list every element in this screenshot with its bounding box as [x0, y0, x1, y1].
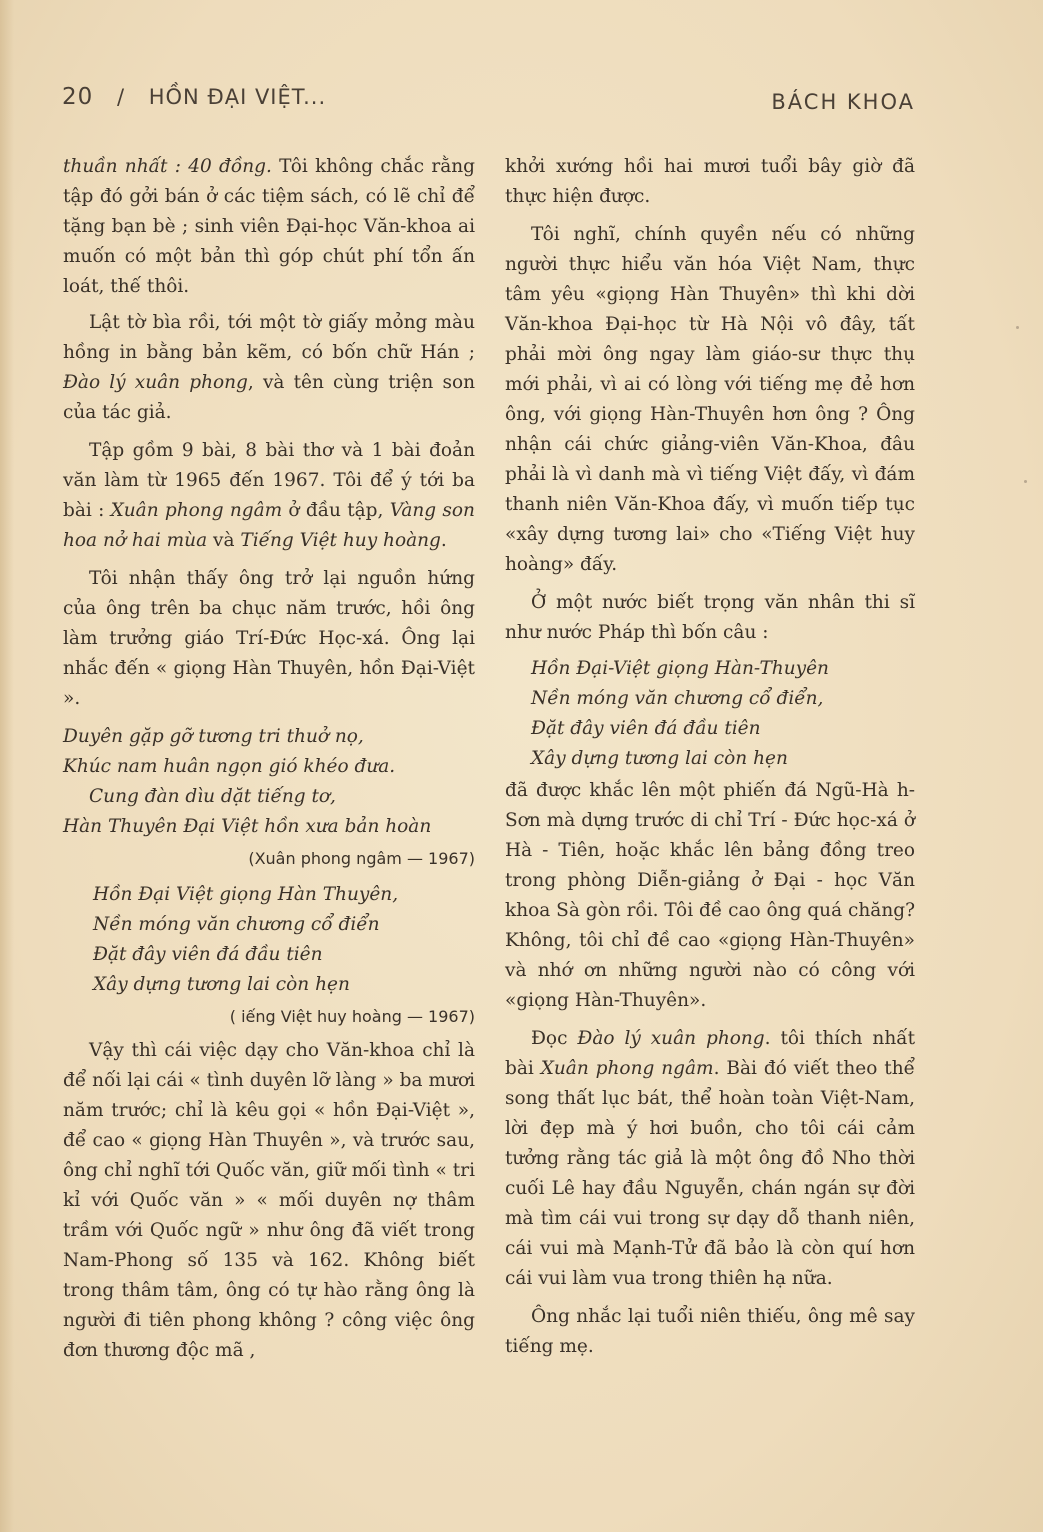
text: Đọc — [531, 1028, 578, 1049]
text: Lật tờ bìa rồi, tới một tờ giấy mỏng màu hồng in bằng bản kẽm, có bốn chữ Hán ; — [63, 312, 475, 363]
paragraph: Tôi nhận thấy ông trở lại nguồn hứng của ông trên ba chục năm trước, hồi ông làm trưởng giáo Trí-Đức Học-xá. Ông lại nhắc đến « giọng Hàn Thuyên, hồn Đại-Việt ». — [63, 568, 475, 709]
book-title: Đào lý xuân phong — [577, 1028, 765, 1049]
text: Tập gồm 9 bài, 8 bài thơ và 1 bài đoản văn làm từ 1965 đến 1967. Tôi để ý tới ba bài : — [63, 440, 475, 521]
paragraph — [63, 152, 475, 302]
verse-quote — [505, 654, 915, 774]
paragraph — [63, 308, 475, 428]
page-number: 20 — [62, 84, 94, 110]
verse-quote — [63, 722, 475, 842]
right-column — [505, 152, 915, 1370]
paragraph: khởi xướng hồi hai mươi tuổi bây giờ đã thực hiện được. — [505, 156, 915, 207]
page-edge-shadow — [0, 0, 14, 1532]
book-title: Đào lý xuân phong — [63, 372, 248, 393]
speck — [1024, 480, 1027, 483]
paragraph: Ông nhắc lại tuổi niên thiếu, ông mê say tiếng mẹ. — [505, 1306, 915, 1357]
paragraph: Tôi nghĩ, chính quyền nếu có những người thực hiểu văn hóa Việt Nam, thực tâm yêu «giọng Hàn Thuyên» thì khi dời Văn-khoa Đại-học từ Hà Nội vô đây, tất phải mời ông ngay làm giáo-sư thực thụ mới phải, vì ai có lòng với tiếng mẹ đẻ hơn ông, với giọng Hàn-Thuyên hơn ông ? Ông nhận cái chức giảng-viên Văn-Khoa, đâu phải là vì danh mà vì tiếng Việt đấy, vì đám thanh niên Văn-Khoa đấy, vì muốn tiếp tục «xây dựng tương lai» cho «Tiếng Việt huy hoàng» đấy. — [505, 224, 915, 575]
running-title: HỒN ĐẠI VIỆT... — [148, 85, 327, 109]
text: . tôi thích nhất bài — [505, 1028, 916, 1079]
poem-title: Xuân phong ngâm — [540, 1058, 714, 1079]
verse-credit: ( iếng Việt huy hoàng — 1967) — [229, 1007, 475, 1026]
paragraph: Vậy thì cái việc dạy cho Văn-khoa chỉ là để nối lại cái « tình duyên lỡ làng » ba mươi năm trước; chỉ là kêu gọi « hồn Đại-Việt », để cao « giọng Hàn Thuyên », và trước sau, ông chỉ nghĩ tới Quốc văn, giữ mối tình « tri kỉ với Quốc văn » « mối duyên nợ thâm trầm với Quốc ngữ » như ông đã viết trong Nam-Phong số 135 và 162. Không biết trong thâm tâm, ông có tự hào rằng ông là người đi tiên phong không ? công việc ông đơn thương độc mã , — [63, 1040, 475, 1361]
paragraph — [505, 1024, 915, 1294]
poem-title: Xuân phong ngâm — [110, 500, 283, 521]
speck — [1016, 326, 1019, 329]
text: ở đầu tập, — [282, 500, 390, 521]
paragraph — [63, 436, 475, 556]
verse-line: Hồn Đại-Việt giọng Hàn-Thuyên — [531, 658, 829, 679]
verse-line: Cung đàn dìu dặt tiếng tơ, — [89, 786, 336, 807]
verse-line: Duyên gặp gỡ tương tri thuở nọ, — [63, 726, 364, 747]
paragraph: Ở một nước biết trọng văn nhân thi sĩ như nước Pháp thì bốn câu : — [505, 592, 915, 643]
verse-quote — [63, 880, 475, 1000]
verse-credit: (Xuân phong ngâm — 1967) — [248, 849, 475, 868]
text: . Bài đó viết theo thể song thất lục bát, thể hoàn toàn Việt-Nam, lời đẹp mà ý hơi buồn, cho tôi cái cảm tưởng rằng tác giả là một ông đồ Nho thời cuối Lê hay đầu Nguyễn, chán ngán sự đời mà tìm cái vui trong sự dạy dỗ thanh niên, cái vui mà Mạnh-Tử đã bảo là còn quí hơn cái vui làm vua trong thiên hạ nữa. — [505, 1058, 915, 1289]
verse-line: Nền móng văn chương cổ điển, — [531, 688, 824, 709]
left-column — [63, 152, 475, 1374]
verse-line: Xây dựng tương lai còn hẹn — [531, 748, 788, 769]
magazine-title: BÁCH KHOA — [771, 90, 915, 114]
text: và — [207, 530, 241, 551]
verse-line: Khúc nam huân ngọn gió khéo đưa. — [63, 756, 396, 777]
header-left — [62, 84, 326, 110]
paragraph: đã được khắc lên một phiến đá Ngũ-Hà h-Sơn mà dựng trước di chỉ Trí - Đức học-xá ở Hà - Tiên, hoặc khắc lên bảng đồng treo trong phòng Diễn-giảng ở Đại - học Văn khoa Sà gòn rồi. Tôi đề cao ông quá chăng? Không, tôi chỉ đề cao «giọng Hàn-Thuyên» và nhớ ơn những người nào có công với «giọng Hàn-Thuyên». — [505, 780, 915, 1011]
page-header — [62, 84, 915, 124]
verse-line: Hàn Thuyên Đại Việt hồn xưa bản hoàn — [63, 816, 432, 837]
text: , và tên cùng triện son của tác giả. — [63, 372, 476, 423]
header-separator: / — [116, 85, 126, 109]
verse-line: Đặt đây viên đá đầu tiên — [531, 718, 761, 739]
poem-title: Vàng son hoa nở hai mùa — [63, 500, 475, 551]
verse-line: Nền móng văn chương cổ điển — [93, 914, 380, 935]
italic-text: thuần nhất : 40 đồng. — [63, 156, 272, 177]
poem-title: Tiếng Việt huy hoàng — [240, 530, 441, 551]
text: . — [440, 530, 447, 551]
verse-line: Xây dựng tương lai còn hẹn — [93, 974, 350, 995]
verse-line: Đặt đây viên đá đầu tiên — [93, 944, 323, 965]
verse-line: Hồn Đại Việt giọng Hàn Thuyên, — [93, 884, 399, 905]
text: Tôi không chắc rằng tập đó gởi bán ở các tiệm sách, có lẽ chỉ để tặng bạn bè ; sinh viên Đại-học Văn-khoa ai muốn có một bản thì góp chút phí tổn ấn loát, thế thôi. — [63, 156, 475, 297]
